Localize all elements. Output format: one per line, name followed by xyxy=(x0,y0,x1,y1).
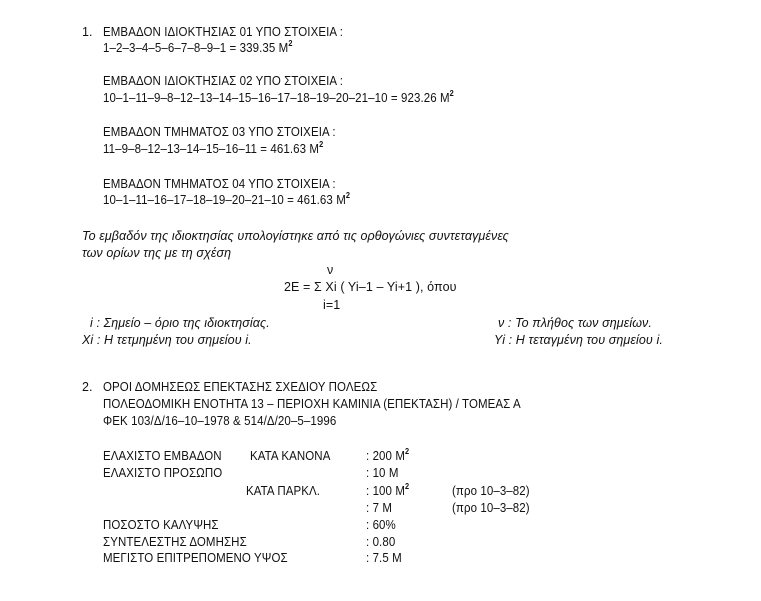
block-3-title: ΕΜΒΑΔΟΝ ΤΜΗΜΑΤΟΣ 03 ΥΠΟ ΣΤΟΙΧΕΙΑ : xyxy=(103,125,336,139)
far-value: : 0.80 xyxy=(366,535,396,549)
coverage-label: ΠΟΣΟΣΤΟ ΚΑΛΥΨΗΣ xyxy=(103,518,219,532)
block-4-title: ΕΜΒΑΔΟΝ ΤΜΗΜΑΤΟΣ 04 ΥΠΟ ΣΤΟΙΧΕΙΑ : xyxy=(103,177,336,191)
section-1-number: 1. xyxy=(82,25,93,39)
block-1-title: ΕΜΒΑΔΟΝ ΙΔΙΟΚΤΗΣΙΑΣ 01 ΥΠΟ ΣΤΟΙΧΕΙΑ : xyxy=(103,25,344,39)
section-2-line-3: ΦΕΚ 103/Δ/16–10–1978 & 514/Δ/20–5–1996 xyxy=(103,414,337,428)
section-2-line-2: ΠΟΛΕΟΔΟΜΙΚΗ ΕΝΟΤΗΤΑ 13 – ΠΕΡΙΟΧΗ ΚΑΜΙΝΙΑ (ΕΠΕΚΤΑΣΗ) / ΤΟΜΕΑΣ Α xyxy=(103,397,521,411)
coverage-value: : 60% xyxy=(366,518,396,532)
section-2-number: 2. xyxy=(82,380,93,394)
kata-kanona-label: ΚΑΤΑ ΚΑΝΟΝΑ xyxy=(250,449,331,463)
parkl-area-value: : 100 $M^2$ xyxy=(366,482,410,498)
paragraph-line-2: των ορίων της με τη σχέση xyxy=(82,246,232,260)
equation-lower-limit: i=1 xyxy=(323,298,341,312)
min-front-value: : 10 M xyxy=(366,466,399,480)
parkl-area-note: (προ 10–3–82) xyxy=(452,484,530,498)
block-4-formula: 10–1–11–16–17–18–19–20–21–10 = 461.63 $M^2$ xyxy=(103,191,351,207)
equation-upper-limit: ν xyxy=(327,263,334,277)
section-2-line-1: ΟΡΟΙ ΔΟΜΗΣΕΩΣ ΕΠΕΚΤΑΣΗΣ ΣΧΕΔΙΟΥ ΠΟΛΕΩΣ xyxy=(103,380,378,394)
block-2-formula: 10–1–11–9–8–12–13–14–15–16–17–18–19–20–21–10 = 923.26 $M^2$ xyxy=(103,89,454,105)
min-area-value: : 200 $M^2$ xyxy=(366,447,410,463)
paragraph-line-1: Το εμβαδόν της ιδιοκτησίας υπολογίστηκε από τις ορθογώνιες συντεταγμένες xyxy=(82,229,509,243)
kata-parkl-label: ΚΑΤΑ ΠΑΡΚΛ. xyxy=(246,484,321,498)
block-3-formula: 11–9–8–12–13–14–15–16–11 = 461.63 $M^2$ xyxy=(103,140,324,156)
block-2-title: ΕΜΒΑΔΟΝ ΙΔΙΟΚΤΗΣΙΑΣ 02 ΥΠΟ ΣΤΟΙΧΕΙΑ : xyxy=(103,74,344,88)
definition-yi: Yi : Η τεταγμένη του σημείου i. xyxy=(494,333,663,347)
max-height-value: : 7.5 M xyxy=(366,551,402,565)
min-front-label: ΕΛΑΧΙΣΤΟ ΠΡΟΣΩΠΟ xyxy=(103,466,223,480)
definition-v: ν : Το πλήθος των σημείων. xyxy=(498,316,652,330)
far-label: ΣΥΝΤΕΛΕΣΤΗΣ ΔΟΜΗΣΗΣ xyxy=(103,535,247,549)
max-height-label: ΜΕΓΙΣΤΟ ΕΠΙΤΡΕΠΟΜΕΝΟ ΥΨΟΣ xyxy=(103,551,288,565)
parkl-front-note: (προ 10–3–82) xyxy=(452,501,530,515)
min-area-label: ΕΛΑΧΙΣΤΟ ΕΜΒΑΔΟΝ xyxy=(103,449,222,463)
definition-xi: Xi : Η τετμημένη του σημείου i. xyxy=(82,333,252,347)
equation: 2E = Σ Xi ( Yi–1 – Yi+1 ), όπου xyxy=(284,280,457,294)
block-1-formula: 1–2–3–4–5–6–7–8–9–1 = 339.35 $M^2$ xyxy=(103,39,293,55)
parkl-front-value: : 7 M xyxy=(366,501,393,515)
definition-i: i : Σημείο – όριο της ιδιοκτησίας. xyxy=(90,316,270,330)
